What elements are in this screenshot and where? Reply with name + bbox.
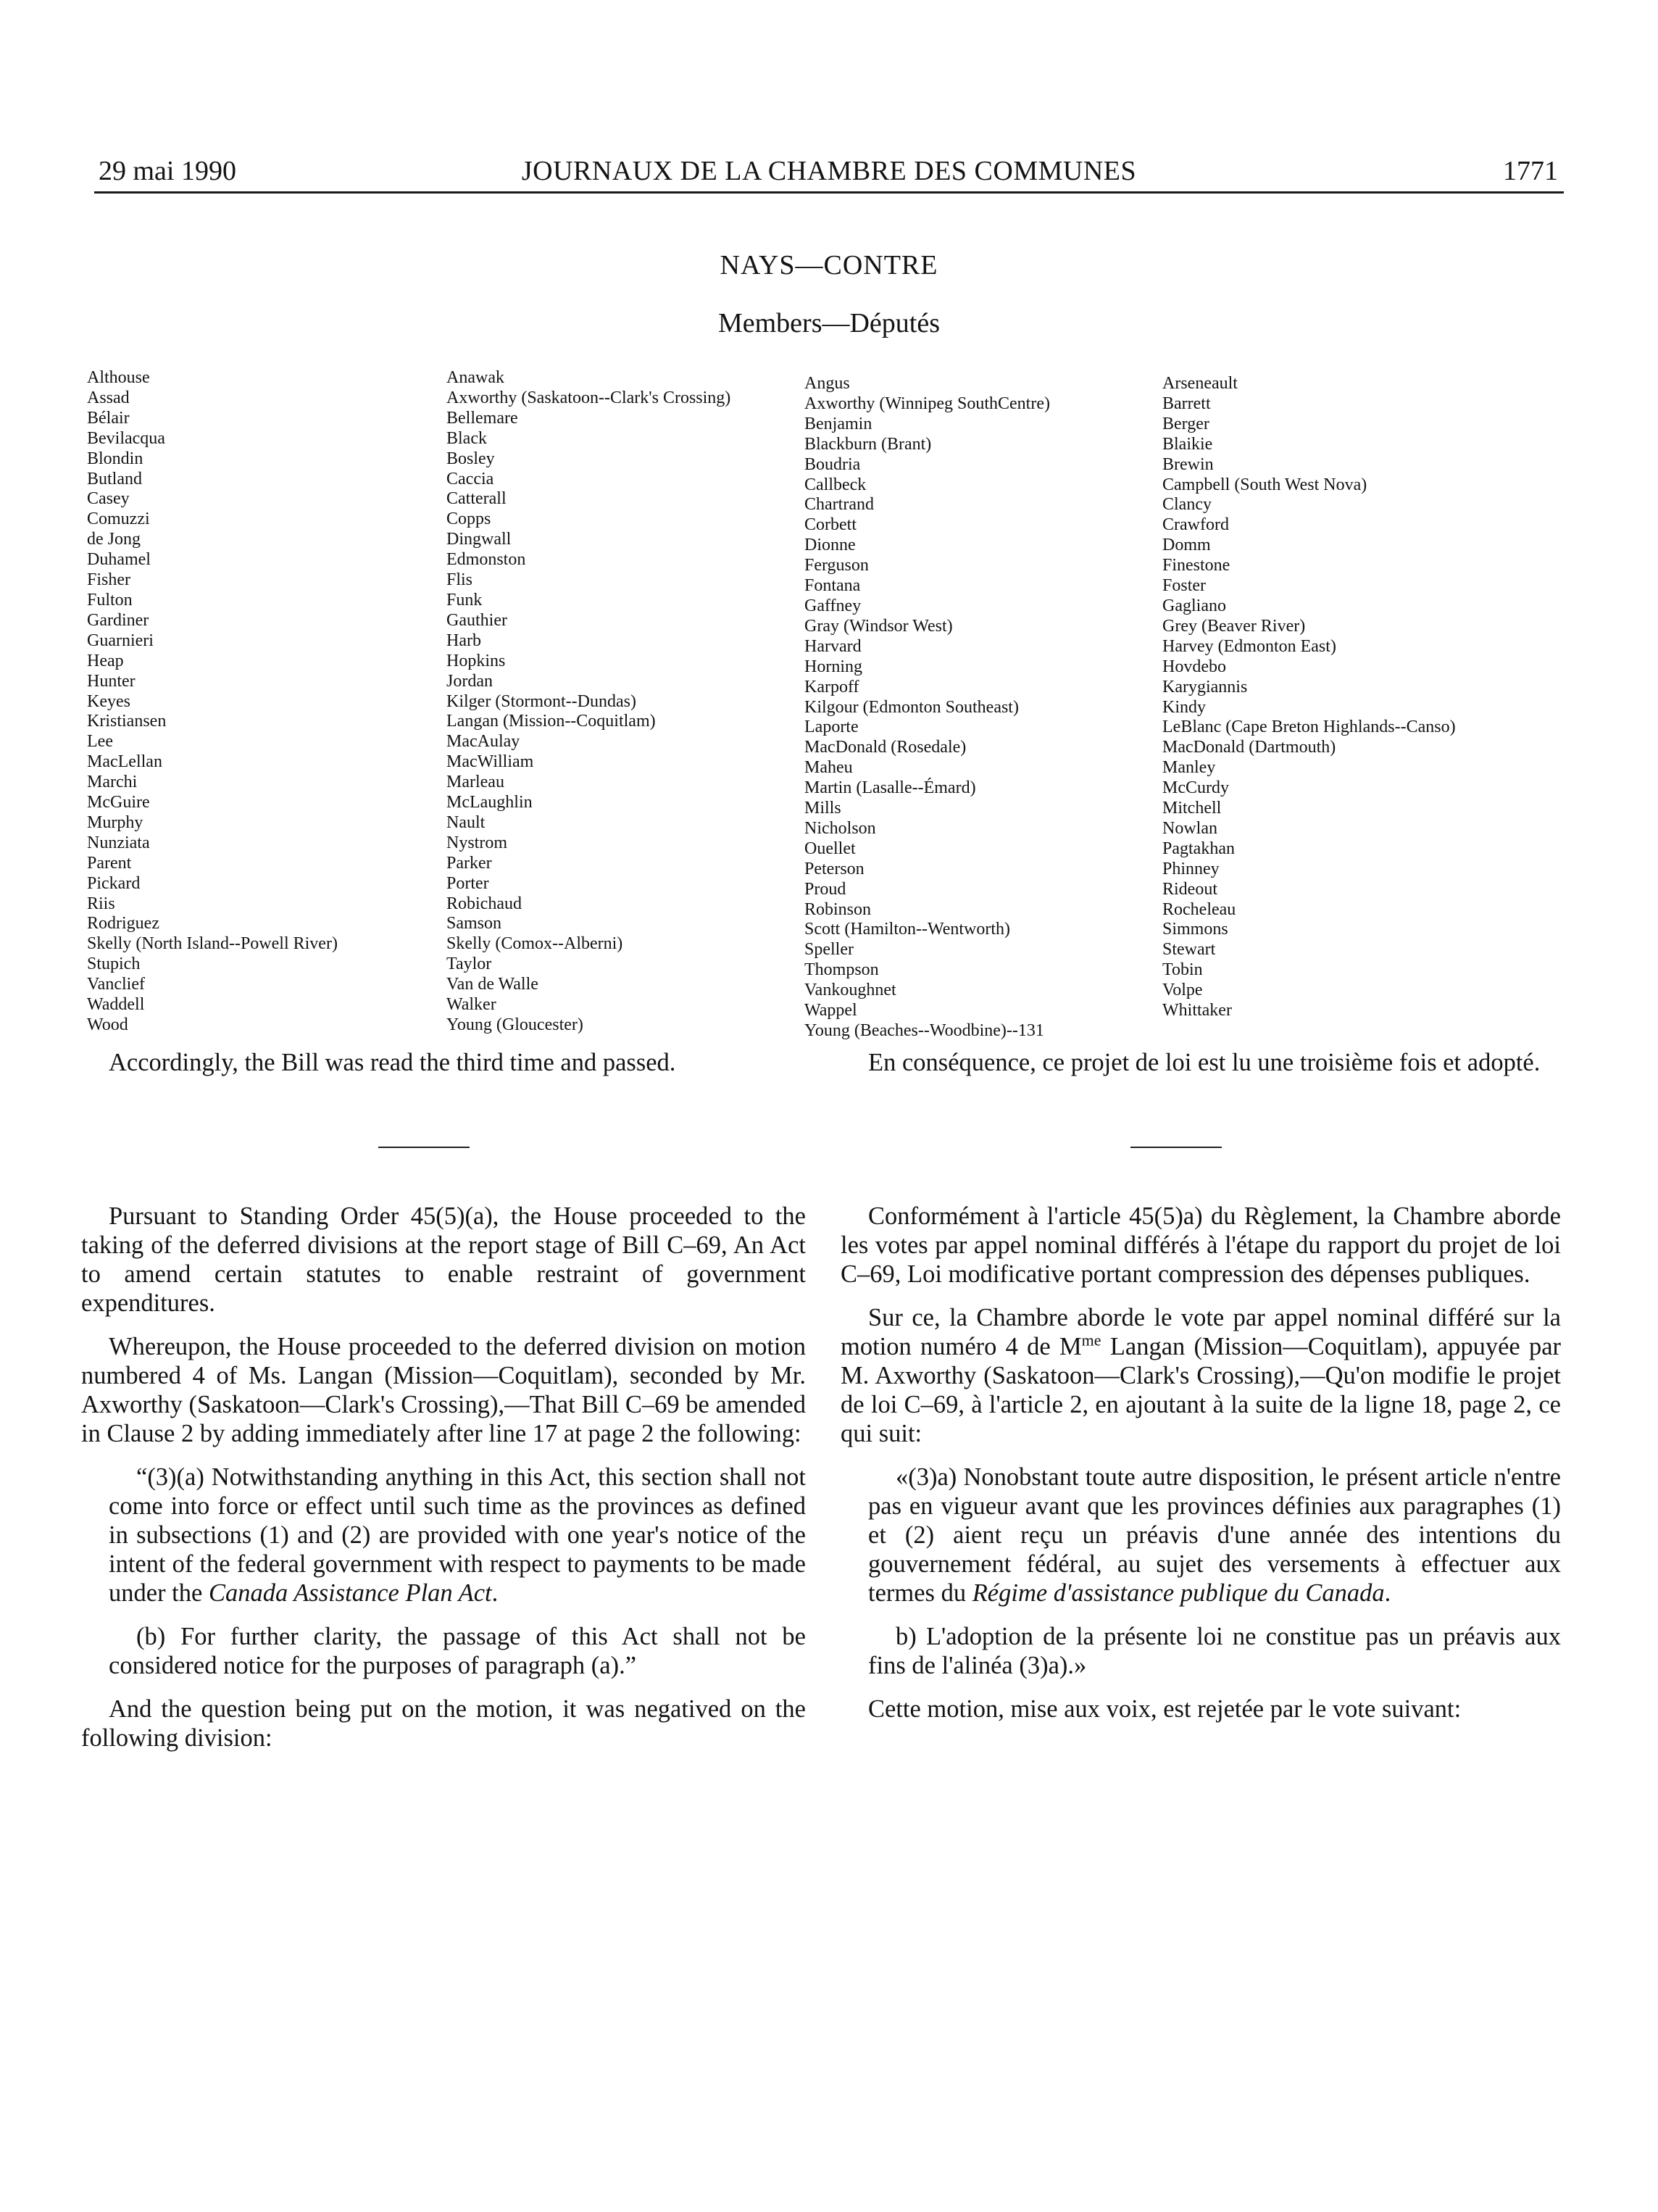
member-name: Bélair <box>87 408 130 428</box>
member-list-col1 <box>87 368 338 1036</box>
member-name: Taylor <box>446 955 492 974</box>
member-name: Wappel <box>804 1001 857 1020</box>
member-name: Duhamel <box>87 550 151 570</box>
member-name: Casey <box>87 489 130 509</box>
member-name: Karpoff <box>804 677 859 697</box>
member-name: Clancy <box>1162 495 1212 515</box>
member-name: Gagliano <box>1162 596 1226 615</box>
member-name: Anawak <box>446 368 504 387</box>
divider-right <box>1130 1147 1222 1148</box>
member-name: McGuire <box>87 793 150 812</box>
member-name: Rideout <box>1162 879 1217 899</box>
member-name: Vankoughnet <box>804 981 896 1000</box>
member-name: Waddell <box>87 995 145 1015</box>
french-quote-b: b) L'adoption de la présente loi ne constitue pas un préavis aux fins de l'alinéa (3)a).» <box>868 1623 1561 1679</box>
english-quote-a-act-title: Canada Assistance Plan Act <box>208 1579 492 1607</box>
member-name: Parent <box>87 853 132 873</box>
member-name: LeBlanc (Cape Breton Highlands--Canso) <box>1162 718 1456 737</box>
member-name: Axworthy (Saskatoon--Clark's Crossing) <box>446 388 731 407</box>
member-name: Nowlan <box>1162 818 1217 838</box>
member-name: Campbell (South West Nova) <box>1162 475 1367 494</box>
member-name: Fulton <box>87 590 133 610</box>
english-para-2: Whereupon, the House proceeded to the deferred division on motion numbered 4 of Ms. Langan (Mission—Coquitlam), seconded by Mr. Axworthy (Saskatoon—Clark's Crossing),—That Bill C–69 be amended in Clause 2 by adding immediately after line 17 at page 2 the following: <box>81 1333 806 1447</box>
member-name: Horning <box>804 657 862 676</box>
member-name: Karygiannis <box>1162 677 1248 697</box>
member-name: Stupich <box>87 955 141 974</box>
english-para-1: Pursuant to Standing Order 45(5)(a), the House proceeded to the taking of the deferred divisions at the report stage of Bill C–69, An Act to amend certain statutes to enable restraint of government expenditures. <box>81 1202 806 1317</box>
english-result-text: Accordingly, the Bill was read the third time and passed. <box>109 1049 676 1076</box>
french-para-2-title-sup: me <box>1081 1331 1101 1350</box>
member-name: Kilgour (Edmonton Southeast) <box>804 697 1019 717</box>
member-name: Assad <box>87 388 130 407</box>
member-name: Maheu <box>804 758 853 778</box>
member-name: Thompson <box>804 960 879 980</box>
member-name: Marleau <box>446 773 504 792</box>
member-name: Kindy <box>1162 697 1206 717</box>
french-result <box>841 1048 1561 1092</box>
header-title: JOURNAUX DE LA CHAMBRE DES COMMUNES <box>521 156 1137 186</box>
french-result-text: En conséquence, ce projet de loi est lu une troisième fois et adopté. <box>868 1049 1541 1076</box>
member-name: Murphy <box>87 812 143 832</box>
member-name: Young (Gloucester) <box>446 1015 583 1034</box>
member-name: Ouellet <box>804 839 856 858</box>
member-name: Boudria <box>804 454 861 474</box>
english-result <box>81 1048 806 1092</box>
member-name: Flis <box>446 570 473 590</box>
english-column <box>81 1202 806 1767</box>
english-quote-a-end: . <box>491 1579 499 1607</box>
member-name: Caccia <box>446 469 494 488</box>
member-list-col2 <box>446 368 730 1036</box>
member-name: Mitchell <box>1162 799 1222 818</box>
member-name: Lee <box>87 732 113 752</box>
member-name: Gray (Windsor West) <box>804 616 953 636</box>
member-name: Nunziata <box>87 833 150 852</box>
member-name: Chartrand <box>804 495 874 515</box>
french-para-1: Conformément à l'article 45(5)a) du Règlement, la Chambre aborde les votes par appel nominal différés à l'étape du rapport du projet de loi C–69, Loi modificative portant compression des dépenses publiques. <box>841 1202 1561 1288</box>
member-name: Guarnieri <box>87 631 154 650</box>
french-quote-a-act-title: Régime d'assistance publique du Canada <box>972 1579 1385 1607</box>
member-name: Harvey (Edmonton East) <box>1162 636 1336 656</box>
english-quote-a-text: “(3)(a) Notwithstanding anything in this Act, this section shall not come into force or effect until such time as the provinces as defined in subsections (1) and (2) are provided with one year's notice of the intent of the federal government with respect to payments to be made under the <box>109 1463 806 1607</box>
member-name: Samson <box>446 914 502 934</box>
header-page-number: 1771 <box>1503 156 1558 186</box>
member-name: Finestone <box>1162 556 1230 575</box>
member-name: Blondin <box>87 449 143 468</box>
member-name: Foster <box>1162 576 1206 596</box>
member-name: Riis <box>87 894 115 913</box>
member-name: Rocheleau <box>1162 899 1236 919</box>
section-heading: NAYS—CONTRE <box>720 250 938 280</box>
member-list-col4 <box>1162 374 1456 1021</box>
member-name: Catterall <box>446 489 507 509</box>
member-name: Peterson <box>804 859 865 878</box>
member-name: McCurdy <box>1162 778 1229 798</box>
member-name: Gardiner <box>87 610 149 630</box>
member-name: Van de Walle <box>446 975 538 994</box>
member-name: Blackburn (Brant) <box>804 434 932 454</box>
member-name: Dionne <box>804 536 856 555</box>
member-name: Pickard <box>87 873 141 893</box>
member-name: Kristiansen <box>87 712 167 731</box>
member-name: Bevilacqua <box>87 428 165 448</box>
member-name: Walker <box>446 995 496 1015</box>
member-name: Scott (Hamilton--Wentworth) <box>804 920 1011 939</box>
member-name: Fisher <box>87 570 130 590</box>
member-name: McLaughlin <box>446 793 533 812</box>
member-name: Langan (Mission--Coquitlam) <box>446 712 656 731</box>
english-quote-b: (b) For further clarity, the passage of this Act shall not be considered notice for the purposes of paragraph (a).” <box>109 1623 806 1679</box>
member-name: Brewin <box>1162 454 1214 474</box>
english-quote-a <box>81 1463 806 1608</box>
french-quote-a-text: «(3)a) Nonobstant toute autre disposition, le présent article n'entre pas en vigueur avant que les provinces définies aux paragraphes (1) et (2) aient reçu un préavis d'une année des intentions du gouvernement fédéral, au sujet des versements à effectuer aux termes du <box>868 1463 1561 1607</box>
section-subheading: Members—Députés <box>717 308 941 338</box>
member-name: Nystrom <box>446 833 507 852</box>
member-name: Hopkins <box>446 651 506 670</box>
french-para-3: Cette motion, mise aux voix, est rejetée par le vote suivant: <box>868 1695 1462 1723</box>
member-name: Fontana <box>804 576 861 596</box>
member-name: de Jong <box>87 530 141 549</box>
member-name: Martin (Lasalle--Émard) <box>804 778 976 798</box>
member-name: Hunter <box>87 671 136 691</box>
member-name: Tobin <box>1162 960 1203 980</box>
member-name: Gaffney <box>804 596 862 615</box>
member-name: Bellemare <box>446 408 518 428</box>
member-name: Benjamin <box>804 414 872 433</box>
member-name: Barrett <box>1162 394 1211 413</box>
member-name: Volpe <box>1162 981 1203 1000</box>
member-name: Robinson <box>804 899 872 919</box>
member-name: Axworthy (Winnipeg SouthCentre) <box>804 394 1050 413</box>
member-name: Butland <box>87 469 142 488</box>
member-name: Phinney <box>1162 859 1220 878</box>
french-quote-a <box>841 1463 1561 1608</box>
member-name: Edmonston <box>446 550 526 570</box>
member-name: Domm <box>1162 536 1211 555</box>
member-name: Vanclief <box>87 975 145 994</box>
member-name: Comuzzi <box>87 510 150 529</box>
member-name: Gauthier <box>446 610 507 630</box>
member-name: Stewart <box>1162 940 1216 960</box>
member-name: Crawford <box>1162 515 1229 535</box>
member-name: Corbett <box>804 515 857 535</box>
member-name: MacLellan <box>87 752 162 772</box>
member-name: Berger <box>1162 414 1209 433</box>
member-name: Funk <box>446 590 483 610</box>
french-para-2-rest: Langan (Mission—Coquitlam), appuyée par M. Axworthy (Saskatoon—Clark's Crossing),—Qu'on modifie le projet de loi C–69, à l'article 2, en ajoutant à la suite de la ligne 18, page 2, ce qui suit: <box>841 1333 1561 1447</box>
member-name: Bosley <box>446 449 495 468</box>
english-para-3: And the question being put on the motion, it was negatived on the following division: <box>81 1695 806 1752</box>
member-name: Simmons <box>1162 920 1228 939</box>
member-name: Nault <box>446 812 486 832</box>
member-name: Harb <box>446 631 481 650</box>
member-name: MacDonald (Dartmouth) <box>1162 738 1336 757</box>
header-date: 29 mai 1990 <box>99 156 236 186</box>
member-name: Keyes <box>87 691 130 711</box>
member-name: Black <box>446 428 487 448</box>
member-name: Hovdebo <box>1162 657 1226 676</box>
member-name: Marchi <box>87 773 138 792</box>
french-para-2-text: Sur ce, la Chambre aborde le vote par appel nominal différé sur la motion numéro 4 de M <box>841 1304 1561 1360</box>
member-name: Kilger (Stormont--Dundas) <box>446 691 636 711</box>
member-name: Whittaker <box>1162 1001 1232 1020</box>
divider-left <box>378 1147 470 1148</box>
member-name: Manley <box>1162 758 1216 778</box>
french-quote-a-end: . <box>1384 1579 1391 1607</box>
member-name: Ferguson <box>804 556 869 575</box>
french-column <box>841 1202 1561 1738</box>
member-name: Jordan <box>446 671 493 691</box>
member-name: Angus <box>804 374 850 393</box>
french-para-2 <box>841 1303 1561 1448</box>
member-name: Skelly (North Island--Powell River) <box>87 934 338 954</box>
member-name: Skelly (Comox--Alberni) <box>446 934 623 954</box>
member-name: MacWilliam <box>446 752 534 772</box>
member-name: Pagtakhan <box>1162 839 1235 858</box>
member-name: Arseneault <box>1162 374 1238 393</box>
member-name: Harvard <box>804 636 862 656</box>
member-name: Grey (Beaver River) <box>1162 616 1306 636</box>
member-name: Proud <box>804 879 846 899</box>
member-name: Heap <box>87 651 124 670</box>
member-name: Rodriguez <box>87 914 159 934</box>
member-name: Wood <box>87 1015 128 1034</box>
member-list-col3 <box>804 374 1050 1041</box>
member-name: Mills <box>804 799 841 818</box>
page-header <box>94 151 1564 194</box>
member-name: MacAulay <box>446 732 520 752</box>
member-name: MacDonald (Rosedale) <box>804 738 967 757</box>
member-name: Nicholson <box>804 818 876 838</box>
member-name: Althouse <box>87 368 150 387</box>
member-name: Copps <box>446 510 491 529</box>
member-name: Blaikie <box>1162 434 1213 454</box>
member-name: Callbeck <box>804 475 867 494</box>
member-name: Parker <box>446 853 492 873</box>
member-name: Speller <box>804 940 854 960</box>
member-name: Dingwall <box>446 530 512 549</box>
member-name: Young (Beaches--Woodbine)--131 <box>804 1021 1044 1040</box>
member-name: Laporte <box>804 718 859 737</box>
member-name: Robichaud <box>446 894 522 913</box>
member-name: Porter <box>446 873 489 893</box>
